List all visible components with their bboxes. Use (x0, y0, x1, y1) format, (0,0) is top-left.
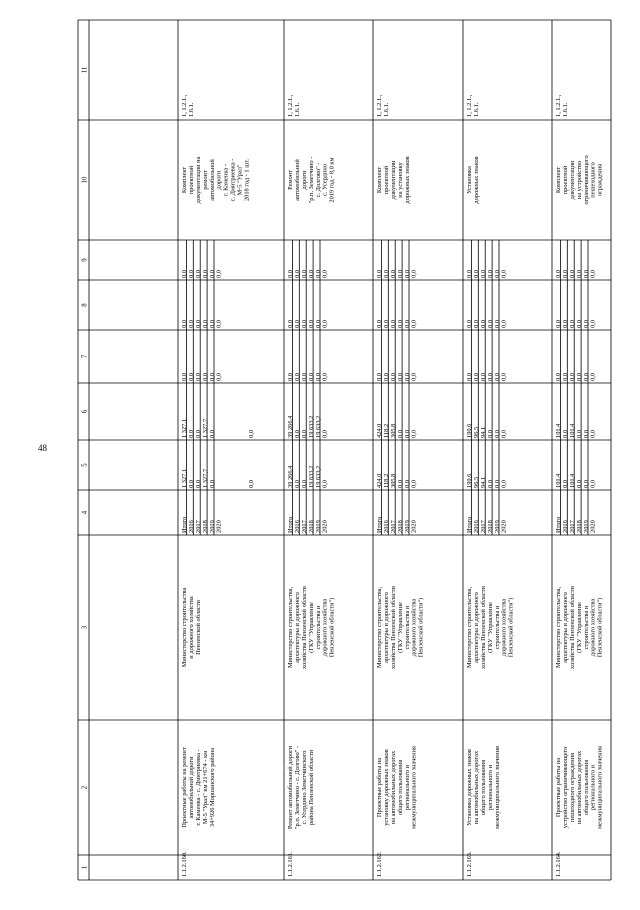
value-c6: 0,0 (248, 430, 255, 438)
value-c8: 0,0 (396, 320, 404, 328)
program-name-line: общего пользования (582, 759, 590, 816)
program-name-line: устройство ограничивающего (562, 746, 570, 829)
value-c6: 0,0 (500, 430, 508, 438)
year-label: 2018 (201, 520, 209, 533)
result-line: на установку (396, 162, 404, 198)
year-label: 2017 (301, 520, 308, 533)
value-c7: 0,0 (500, 373, 508, 381)
value-c6: 0,0 (410, 430, 418, 438)
program-name-line: Проектные работы на (555, 757, 563, 818)
year-label: 2018 (486, 520, 494, 533)
value-c9: 0,0 (314, 270, 322, 278)
value-c5: 0,0 (582, 480, 590, 488)
value-c8: 0,0 (569, 320, 576, 328)
value-c6: 0,0 (208, 430, 216, 438)
value-c9: 0,0 (486, 270, 494, 278)
value-c7: 0,0 (555, 373, 563, 381)
year-label: Итого (181, 516, 189, 533)
value-c9: 0,0 (562, 270, 570, 278)
value-c9: 0,0 (500, 270, 508, 278)
program-name-line: регионального и (403, 765, 411, 810)
year-label: 2017 (569, 520, 576, 533)
value-c6: 94,1 (480, 426, 487, 438)
program-name-line: с. Усердино Земетчинского (301, 750, 308, 825)
value-c5: 39 266,4 (287, 465, 295, 488)
program-name-line: межмуниципального значения (493, 746, 501, 829)
year-label: 2018 (307, 520, 315, 533)
value-c7: 0,0 (188, 373, 196, 381)
value-c8: 0,0 (301, 320, 308, 328)
result-line: Комплект (555, 166, 563, 194)
result-line: дорожных знаков (473, 156, 481, 204)
value-c7: 0,0 (208, 373, 216, 381)
value-c6: 1 327,1 (181, 418, 189, 438)
year-label: 2016 (294, 520, 302, 533)
year-label: Итого (555, 516, 563, 533)
result-line: Ремонт (287, 170, 295, 190)
value-c6: 0,0 (301, 430, 308, 438)
column-number-9: 9 (81, 258, 89, 262)
program-name-line: регионального и (486, 765, 494, 810)
value-c9: 0,0 (555, 270, 563, 278)
executor-line: Министерство строительства, (466, 586, 474, 669)
program-name-line: на автомобильных дорогах (575, 750, 583, 825)
year-label: 2020 (321, 520, 329, 533)
value-c8: 0,0 (410, 320, 418, 328)
result-line: Комплект (376, 166, 384, 194)
result-line: "р.п. Земетчино - (307, 156, 315, 204)
value-c5: 0,0 (500, 480, 508, 488)
value-c8: 0,0 (562, 320, 570, 328)
program-name-line: М-5 "Урал" км 21+674 - км (201, 750, 209, 825)
result-line: документации (569, 160, 576, 200)
executor-line: Министерство строительства, (287, 586, 295, 669)
value-c8: 0,0 (188, 320, 196, 328)
executor-line: архитектуры и дорожного (294, 592, 302, 663)
value-c6: 0,0 (575, 430, 583, 438)
result-line: дороги (301, 170, 308, 190)
value-c8: 0,0 (314, 320, 322, 328)
value-c8: 0,0 (321, 320, 329, 328)
executor-line: дорожного хозяйства (410, 598, 418, 657)
value-c5: 0,0 (188, 480, 196, 488)
result-line: ограждения (596, 163, 604, 197)
result-line: проектной (188, 165, 196, 195)
value-c9: 0,0 (321, 270, 329, 278)
value-c9: 0,0 (466, 270, 474, 278)
value-c8: 0,0 (294, 320, 302, 328)
executor-line: строительства и (582, 605, 590, 650)
program-name-line: межмуниципального значения (596, 746, 604, 829)
value-c8: 0,0 (208, 320, 216, 328)
executor-line: Министерство строительства, (555, 586, 563, 669)
year-label: 2017 (390, 520, 397, 533)
value-c7: 0,0 (390, 373, 397, 381)
result-line: проектной (383, 165, 391, 195)
result-line: Установка (466, 166, 474, 194)
year-label: 2019 (403, 520, 411, 533)
year-label: 2020 (589, 520, 597, 533)
executor-line: архитектуры и дорожного (383, 592, 391, 663)
value-c9: 0,0 (582, 270, 590, 278)
value-c8: 0,0 (473, 320, 481, 328)
executor-line: (ГКУ "Управление (307, 602, 315, 653)
year-label: 2020 (215, 520, 223, 533)
result-line: автомобильной (294, 159, 302, 201)
program-name-line: межмуниципального значения (410, 746, 418, 829)
value-c5: 96,5 (473, 476, 481, 488)
value-c9: 0,0 (301, 270, 308, 278)
value-c9: 0,0 (188, 270, 196, 278)
result-line: документации (390, 160, 397, 200)
year-label: 2017 (195, 520, 202, 533)
year-label: Итого (287, 516, 295, 533)
value-c7: 0,0 (201, 373, 209, 381)
value-c8: 0,0 (181, 320, 189, 328)
value-c7: 0,0 (582, 373, 590, 381)
result-line: дорожных знаков (403, 156, 411, 204)
value-c8: 0,0 (575, 320, 583, 328)
value-c9: 0,0 (201, 270, 209, 278)
value-c5: 0,0 (294, 480, 302, 488)
indicator-ref: 1.6.1. (473, 102, 481, 117)
result-line: проектной (562, 165, 570, 195)
value-c9: 0,0 (195, 270, 202, 278)
value-c9: 0,0 (376, 270, 384, 278)
value-c7: 0,0 (486, 373, 494, 381)
value-c7: 0,0 (480, 373, 487, 381)
column-number-3: 3 (81, 625, 89, 630)
executor-line: Пензенской области") (507, 597, 515, 658)
column-number-11: 11 (81, 66, 89, 74)
row-id: 1.1.2.161. (287, 851, 295, 877)
program-name-line: "р.п. Земетчино - с. Долгово" - (294, 745, 302, 830)
value-c9: 0,0 (403, 270, 411, 278)
column-number-1: 1 (81, 865, 89, 870)
executor-line: Пензенской области") (596, 597, 604, 658)
value-c6: 0,0 (582, 430, 590, 438)
executor-line: хозяйства Пензенской области (301, 586, 308, 669)
value-c5: 94,1 (480, 476, 487, 488)
value-c6: 0,0 (562, 430, 570, 438)
value-c7: 0,0 (473, 373, 481, 381)
year-label: 2020 (410, 520, 418, 533)
program-name-line: г. Каменка - с. Дмитриевка - (195, 749, 202, 826)
column-number-4: 4 (81, 510, 89, 515)
column-number-8: 8 (81, 303, 89, 307)
executor-line: дорожного хозяйства (589, 598, 597, 657)
value-c9: 0,0 (589, 270, 597, 278)
year-label: Итого (376, 516, 384, 533)
value-c7: 0,0 (181, 373, 189, 381)
value-c5: 190,6 (466, 473, 474, 488)
executor-line: Пензенской области (195, 600, 202, 655)
executor-line: архитектуры и дорожного (473, 592, 481, 663)
indicator-ref: 1, 1.2.1., (287, 94, 295, 117)
value-c6: 39 266,4 (287, 415, 295, 438)
value-c5: 0,0 (321, 480, 329, 488)
value-c8: 0,0 (500, 320, 508, 328)
program-name-line: на автомобильных дорогах (473, 750, 481, 825)
executor-line: Министерство строительства (181, 587, 189, 668)
column-number-7: 7 (81, 354, 89, 359)
value-c7: 0,0 (314, 373, 322, 381)
indicator-ref: 1, 1.2.1., (555, 94, 563, 117)
executor-line: (ГКУ "Управление (575, 602, 583, 653)
value-c8: 0,0 (376, 320, 384, 328)
value-c5: 19 633,2 (314, 465, 322, 488)
indicator-ref: 1, 1.2.1., (181, 94, 189, 117)
value-c6: 1 327,7 (201, 418, 209, 438)
value-c6: 0,0 (493, 430, 501, 438)
row-id: 1.1.2.164. (555, 851, 563, 877)
value-c8: 0,0 (403, 320, 411, 328)
year-label: Итого (466, 516, 474, 533)
value-c5: 1 327,7 (201, 468, 209, 488)
year-label: 2016 (383, 520, 391, 533)
value-c5: 0,0 (575, 480, 583, 488)
value-c7: 0,0 (396, 373, 404, 381)
result-line: на устройство (575, 160, 583, 200)
executor-line: строительства и (403, 605, 411, 650)
value-c9: 0,0 (480, 270, 487, 278)
value-c5: 0,0 (195, 480, 202, 488)
value-c8: 0,0 (390, 320, 397, 328)
value-c6: 0,0 (403, 430, 411, 438)
value-c5: 101,4 (569, 473, 576, 488)
page-number: 48 (38, 443, 47, 453)
program-name-line: 34+926 Моршанского района (208, 747, 216, 828)
result-line: документации на (195, 156, 202, 204)
executor-line: Министерство строительства, (376, 586, 384, 669)
value-c7: 0,0 (383, 373, 391, 381)
result-line: дороги (215, 170, 223, 190)
year-label: 2019 (314, 520, 322, 533)
value-c6: 96,5 (473, 426, 481, 438)
executor-line: (ГКУ "Управление (396, 602, 404, 653)
value-c8: 0,0 (466, 320, 474, 328)
program-name-line: Проектные работы на ремонт (181, 747, 189, 828)
value-c8: 0,0 (555, 320, 563, 328)
value-c6: 424,0 (376, 423, 384, 438)
result-line: автомобильной (208, 159, 216, 201)
program-name-line: общего пользования (480, 759, 487, 816)
value-c7: 0,0 (294, 373, 302, 381)
value-c7: 0,0 (301, 373, 308, 381)
program-name-line: общего пользования (396, 759, 404, 816)
program-name-line: на автомобильных дорогах (390, 750, 397, 825)
column-number-6: 6 (81, 409, 89, 414)
year-label: 2016 (562, 520, 570, 533)
value-c5: 0,0 (301, 480, 308, 488)
year-label: 2017 (480, 520, 487, 533)
value-c5: 19 633,2 (307, 465, 315, 488)
value-c7: 0,0 (215, 373, 223, 381)
value-c8: 0,0 (195, 320, 202, 328)
value-c9: 0,0 (575, 270, 583, 278)
value-c7: 0,0 (403, 373, 411, 381)
year-label: 2016 (473, 520, 481, 533)
value-c9: 0,0 (383, 270, 391, 278)
value-c5: 0,0 (486, 480, 494, 488)
value-c7: 0,0 (376, 373, 384, 381)
column-number-10: 10 (81, 176, 89, 184)
value-c6: 19 633,2 (307, 415, 315, 438)
year-label: 2019 (208, 520, 216, 533)
value-c8: 0,0 (287, 320, 295, 328)
value-c5: 1 327,1 (181, 468, 189, 488)
result-line: М-5 "Урал" (236, 164, 244, 196)
value-c6: 0,0 (396, 430, 404, 438)
value-c5: 0,0 (493, 480, 501, 488)
program-name-line: установку дорожных знаков (383, 749, 391, 826)
value-c6: 0,0 (294, 430, 302, 438)
result-line: пешеходного (589, 162, 597, 198)
value-c6: 118,2 (383, 423, 391, 438)
value-c6: 0,0 (188, 430, 196, 438)
value-c8: 0,0 (493, 320, 501, 328)
value-c5: 0,0 (410, 480, 418, 488)
value-c5: 0,0 (248, 480, 255, 488)
value-c7: 0,0 (562, 373, 570, 381)
value-c8: 0,0 (201, 320, 209, 328)
program-name-line: регионального и (589, 765, 597, 810)
result-line: с. Долгово" - (314, 162, 322, 198)
year-label: 2016 (188, 520, 196, 533)
value-c6: 0,0 (589, 430, 597, 438)
value-c6: 0,0 (195, 430, 202, 438)
value-c8: 0,0 (383, 320, 391, 328)
column-number-2: 2 (81, 785, 89, 790)
column-number-5: 5 (81, 463, 89, 467)
value-c5: 0,0 (403, 480, 411, 488)
value-c9: 0,0 (208, 270, 216, 278)
value-c9: 0,0 (294, 270, 302, 278)
value-c7: 0,0 (575, 373, 583, 381)
value-c5: 0,0 (562, 480, 570, 488)
value-c9: 0,0 (396, 270, 404, 278)
value-c9: 0,0 (569, 270, 576, 278)
program-name-line: Ремонт автомобильной дороги (287, 745, 295, 830)
value-c7: 0,0 (493, 373, 501, 381)
indicator-ref: 1.6.1. (562, 102, 570, 117)
value-c5: 0,0 (589, 480, 597, 488)
value-c7: 0,0 (569, 373, 576, 381)
value-c6: 101,4 (555, 423, 563, 438)
value-c6: 190,6 (466, 423, 474, 438)
indicator-ref: 1.6.1. (383, 102, 391, 117)
value-c8: 0,0 (582, 320, 590, 328)
value-c6: 0,0 (486, 430, 494, 438)
program-name-line: Установка дорожных знаков (466, 749, 474, 826)
result-line: 2019 год - 8,0 км (328, 157, 336, 203)
value-c6: 0,0 (321, 430, 329, 438)
program-name-line: Проектные работы на (376, 757, 384, 818)
value-c5: 0,0 (396, 480, 404, 488)
value-c5: 305,8 (390, 473, 397, 488)
value-c5: 424,0 (376, 473, 384, 488)
value-c7: 0,0 (287, 373, 295, 381)
row-id: 1.1.2.160. (181, 851, 189, 877)
result-line: 2018 год - 1 шт. (243, 158, 251, 202)
executor-line: и дорожного хозяйства (188, 596, 196, 659)
value-c8: 0,0 (589, 320, 597, 328)
value-c7: 0,0 (195, 373, 202, 381)
year-label: 2018 (396, 520, 404, 533)
row-id: 1.1.2.162. (376, 851, 384, 877)
year-label: 2019 (493, 520, 501, 533)
value-c5: 0,0 (208, 480, 216, 488)
executor-line: строительства и (314, 605, 322, 650)
year-label: 2020 (500, 520, 508, 533)
value-c7: 0,0 (589, 373, 597, 381)
result-line: с. Дмитриевка - (229, 158, 237, 202)
indicator-ref: 1.6.1. (188, 102, 196, 117)
value-c6: 101,4 (569, 423, 576, 438)
executor-line: хозяйства Пензенской области (390, 586, 397, 669)
row-id: 1.1.2.163. (466, 851, 474, 877)
executor-line: дорожного хозяйства (321, 598, 329, 657)
result-line: ремонт (201, 170, 209, 190)
value-c7: 0,0 (410, 373, 418, 381)
value-c9: 0,0 (390, 270, 397, 278)
value-c7: 0,0 (466, 373, 474, 381)
value-c8: 0,0 (215, 320, 223, 328)
program-name-line: района Пензенской области (307, 749, 315, 826)
executor-line: дорожного хозяйства (500, 598, 508, 657)
year-label: 2019 (582, 520, 590, 533)
executor-line: Пензенской области") (417, 597, 425, 658)
value-c8: 0,0 (480, 320, 487, 328)
result-line: г. Каменка - (222, 164, 230, 196)
value-c7: 0,0 (307, 373, 315, 381)
indicator-ref: 1, 1.2.1., (376, 94, 384, 117)
value-c6: 305,8 (390, 423, 397, 438)
value-c5: 101,4 (555, 473, 563, 488)
value-c9: 0,0 (287, 270, 295, 278)
result-line: Комплект (181, 166, 189, 194)
result-line: ограничивающего (582, 155, 590, 205)
value-c9: 0,0 (493, 270, 501, 278)
executor-line: хозяйства Пензенской области (480, 586, 487, 669)
value-c7: 0,0 (321, 373, 329, 381)
program-name-line: пешеходного ограждения (569, 752, 576, 823)
value-c9: 0,0 (215, 270, 223, 278)
result-line: с. Усердино (321, 164, 329, 196)
executor-line: хозяйства Пензенской области (569, 586, 576, 669)
value-c8: 0,0 (486, 320, 494, 328)
value-c9: 0,0 (410, 270, 418, 278)
value-c5: 118,2 (383, 473, 391, 488)
executor-line: архитектуры и дорожного (562, 592, 570, 663)
indicator-ref: 1.6.1. (294, 102, 302, 117)
indicator-ref: 1, 1.2.1., (466, 94, 474, 117)
executor-line: Пензенской области") (328, 597, 336, 658)
value-c9: 0,0 (473, 270, 481, 278)
program-name-line: автомобильной дороги (188, 756, 196, 819)
executor-line: (ГКУ "Управление (486, 602, 494, 653)
value-c6: 19 633,2 (314, 415, 322, 438)
value-c9: 0,0 (307, 270, 315, 278)
year-label: 2018 (575, 520, 583, 533)
value-c9: 0,0 (181, 270, 189, 278)
executor-line: строительства и (493, 605, 501, 650)
value-c8: 0,0 (307, 320, 315, 328)
